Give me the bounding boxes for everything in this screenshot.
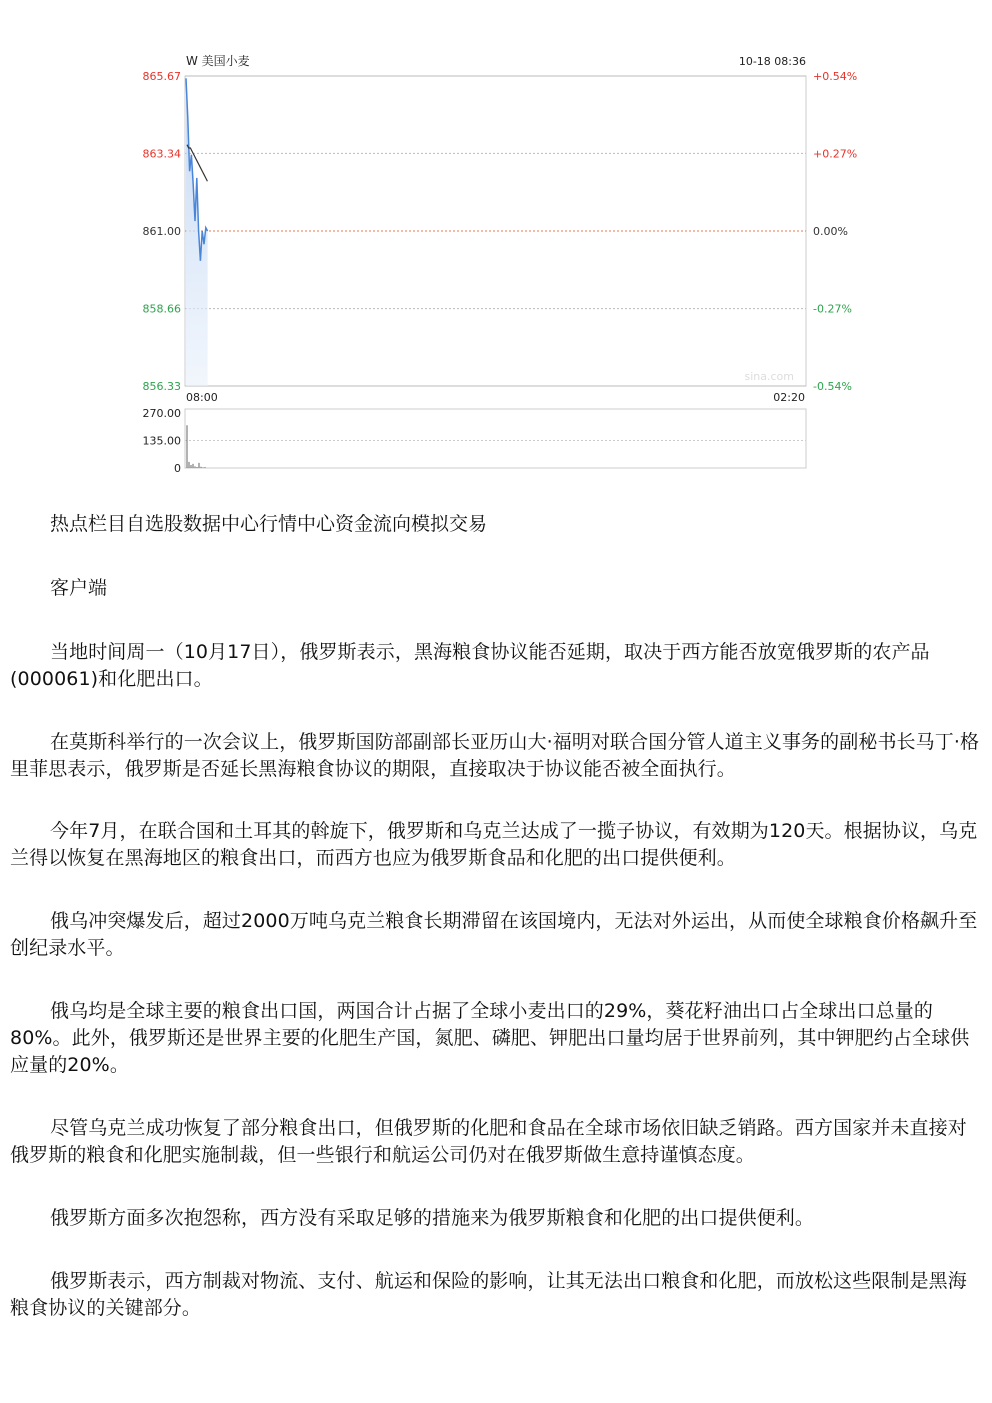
price-area — [186, 78, 208, 386]
volume-tick-label: 0 — [174, 462, 181, 475]
article-paragraph: 当地时间周一（10月17日），俄罗斯表示，黑海粮食协议能否延期，取决于西方能否放宽俄罗斯的农产品(000061)和化肥出口。 — [10, 641, 930, 690]
price-chart — [0, 40, 992, 480]
article-paragraph: 俄乌冲突爆发后，超过2000万吨乌克兰粮食长期滞留在该国境内，无法对外运出，从而使全球粮食价格飙升至创纪录水平。 — [10, 910, 978, 959]
percent-tick-label: +0.54% — [813, 70, 858, 83]
article-paragraph: 俄乌均是全球主要的粮食出口国，两国合计占据了全球小麦出口的29%，葵花籽油出口占全球出口总量的80%。此外，俄罗斯还是世界主要的化肥生产国，氮肥、磷肥、钾肥出口量均居于世界前列，其中钾肥约占全球供应量的20%。 — [10, 1000, 970, 1076]
nav-links[interactable]: 热点栏目自选股数据中心行情中心资金流向模拟交易 — [50, 513, 488, 535]
percent-tick-label: +0.27% — [813, 147, 858, 161]
price-tick-label: 861.00 — [142, 225, 181, 238]
x-tick-label: 08:00 — [186, 391, 218, 404]
price-tick-label: 858.66 — [142, 302, 181, 316]
price-tick-label: 856.33 — [142, 380, 181, 393]
percent-tick-label: 0.00% — [813, 225, 848, 238]
volume-tick-label: 270.00 — [142, 407, 181, 420]
volume-frame — [185, 409, 806, 468]
chart-timestamp: 10-18 08:36 — [738, 55, 806, 68]
article-paragraph: 在莫斯科举行的一次会议上，俄罗斯国防部副部长亚历山大·福明对联合国分管人道主义事务的副秘书长马丁·格里菲思表示，俄罗斯是否延长黑海粮食协议的期限，直接取决于协议能否被全面执行。 — [10, 731, 980, 780]
price-tick-label: 865.67 — [142, 70, 181, 83]
article-paragraph: 俄罗斯方面多次抱怨称，西方没有采取足够的措施来为俄罗斯粮食和化肥的出口提供便利。 — [50, 1207, 815, 1229]
price-tick-label: 863.34 — [142, 147, 181, 161]
watermark: sina.com — [744, 370, 794, 383]
article-paragraph: 俄罗斯表示，西方制裁对物流、支付、航运和保险的影响，让其无法出口粮食和化肥，而放松这些限制是黑海粮食协议的关键部分。 — [10, 1270, 967, 1319]
x-tick-label: 02:20 — [773, 391, 805, 404]
chart-svg — [0, 40, 992, 480]
volume-tick-label: 135.00 — [142, 434, 181, 448]
chart-title: W 美国小麦 — [186, 54, 250, 68]
client-link[interactable]: 客户端 — [50, 577, 108, 599]
percent-tick-label: -0.54% — [813, 380, 852, 393]
percent-tick-label: -0.27% — [813, 302, 852, 316]
article-paragraph: 尽管乌克兰成功恢复了部分粮食出口，但俄罗斯的化肥和食品在全球市场依旧缺乏销路。西方国家并未直接对俄罗斯的粮食和化肥实施制裁，但一些银行和航运公司仍对在俄罗斯做生意持谨慎态度。 — [10, 1117, 967, 1166]
article-paragraph: 今年7月，在联合国和土耳其的斡旋下，俄罗斯和乌克兰达成了一揽子协议，有效期为120天。根据协议，乌克兰得以恢复在黑海地区的粮食出口，而西方也应为俄罗斯食品和化肥的出口提供便利。 — [10, 820, 978, 869]
